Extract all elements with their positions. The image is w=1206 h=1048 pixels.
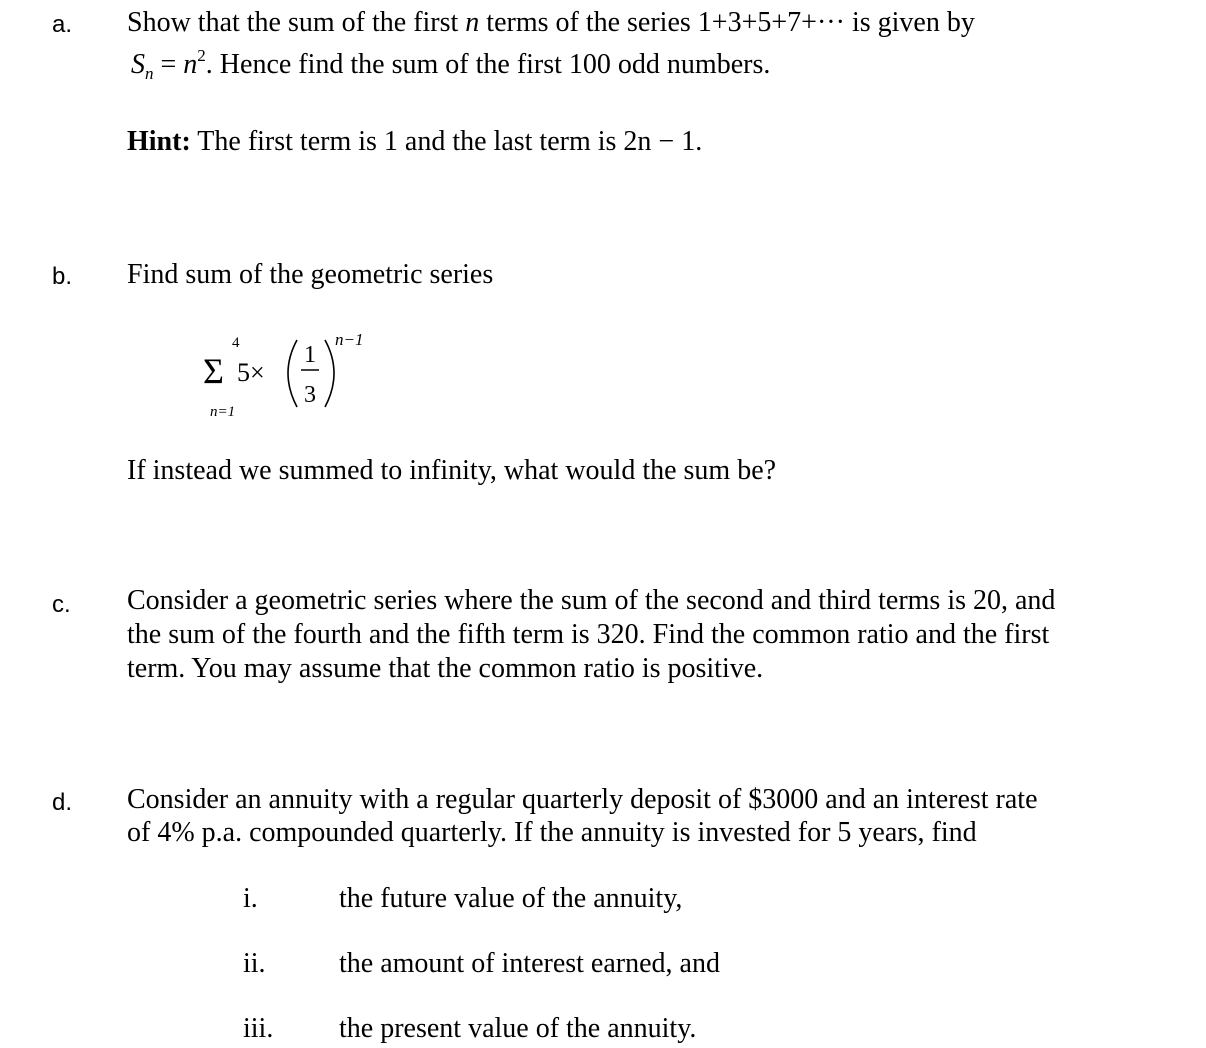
part-a-text-4: . Hence find the sum of the first 100 odd numbers. bbox=[205, 49, 771, 80]
part-a-text-3: is given by bbox=[851, 7, 975, 38]
part-a-label: a. bbox=[52, 11, 73, 38]
part-a-S: S bbox=[131, 49, 145, 80]
part-a-var-n: n bbox=[465, 7, 480, 38]
part-a-hint bbox=[127, 128, 702, 156]
part-c-line-3: term. You may assume that the common ratio is positive. bbox=[127, 653, 764, 684]
part-b-text-1: Find sum of the geometric series bbox=[127, 259, 494, 290]
sum-lower-limit: n=1 bbox=[210, 404, 236, 420]
part-a-equals: = bbox=[153, 49, 184, 80]
part-d-line-1: Consider an annuity with a regular quarterly deposit of $3000 and an interest rate bbox=[127, 784, 1038, 815]
part-a-S-sub: n bbox=[145, 64, 154, 83]
part-a-line-1 bbox=[127, 9, 975, 37]
part-a-text-2: terms of the series bbox=[486, 7, 691, 38]
left-paren bbox=[288, 340, 297, 407]
hint-text: The first term is 1 and the last term is bbox=[197, 126, 617, 157]
part-d-label: d. bbox=[52, 789, 73, 816]
part-a-line-2 bbox=[131, 46, 771, 83]
fraction-numerator: 1 bbox=[304, 342, 316, 368]
part-a-n: n bbox=[183, 49, 198, 80]
summation-expression bbox=[195, 325, 365, 420]
item-i-text: the future value of the annuity, bbox=[339, 883, 683, 914]
item-iii-number: iii. bbox=[243, 1013, 274, 1044]
right-paren bbox=[325, 340, 334, 407]
part-c-line-1: Consider a geometric series where the sum of the second and third terms is 20, and bbox=[127, 585, 1056, 616]
sum-upper-limit: 4 bbox=[232, 335, 240, 351]
part-b-text-2: If instead we summed to infinity, what would the sum be? bbox=[127, 455, 777, 486]
item-i-number: i. bbox=[243, 883, 258, 914]
part-c-line-2: the sum of the fourth and the fifth term is 320. Find the common ratio and the first bbox=[127, 619, 1050, 650]
part-d-line-2: of 4% p.a. compounded quarterly. If the annuity is invested for 5 years, find bbox=[127, 817, 977, 848]
part-a-series: 1+3+5+7+··· bbox=[697, 7, 845, 38]
hint-math: 2n − 1. bbox=[623, 126, 703, 157]
coefficient: 5× bbox=[237, 358, 265, 387]
fraction-denominator: 3 bbox=[304, 382, 316, 408]
part-a-text-1: Show that the sum of the first bbox=[127, 7, 459, 38]
part-c-label: c. bbox=[52, 591, 71, 618]
part-a-exponent: 2 bbox=[197, 46, 206, 65]
item-iii-text: the present value of the annuity. bbox=[339, 1013, 697, 1044]
item-ii-number: ii. bbox=[243, 948, 266, 979]
power-exponent: n−1 bbox=[335, 330, 364, 349]
part-b-label: b. bbox=[52, 263, 73, 290]
sigma-symbol: Σ bbox=[203, 351, 224, 391]
item-ii-text: the amount of interest earned, and bbox=[339, 948, 720, 979]
hint-label: Hint: bbox=[127, 126, 191, 157]
